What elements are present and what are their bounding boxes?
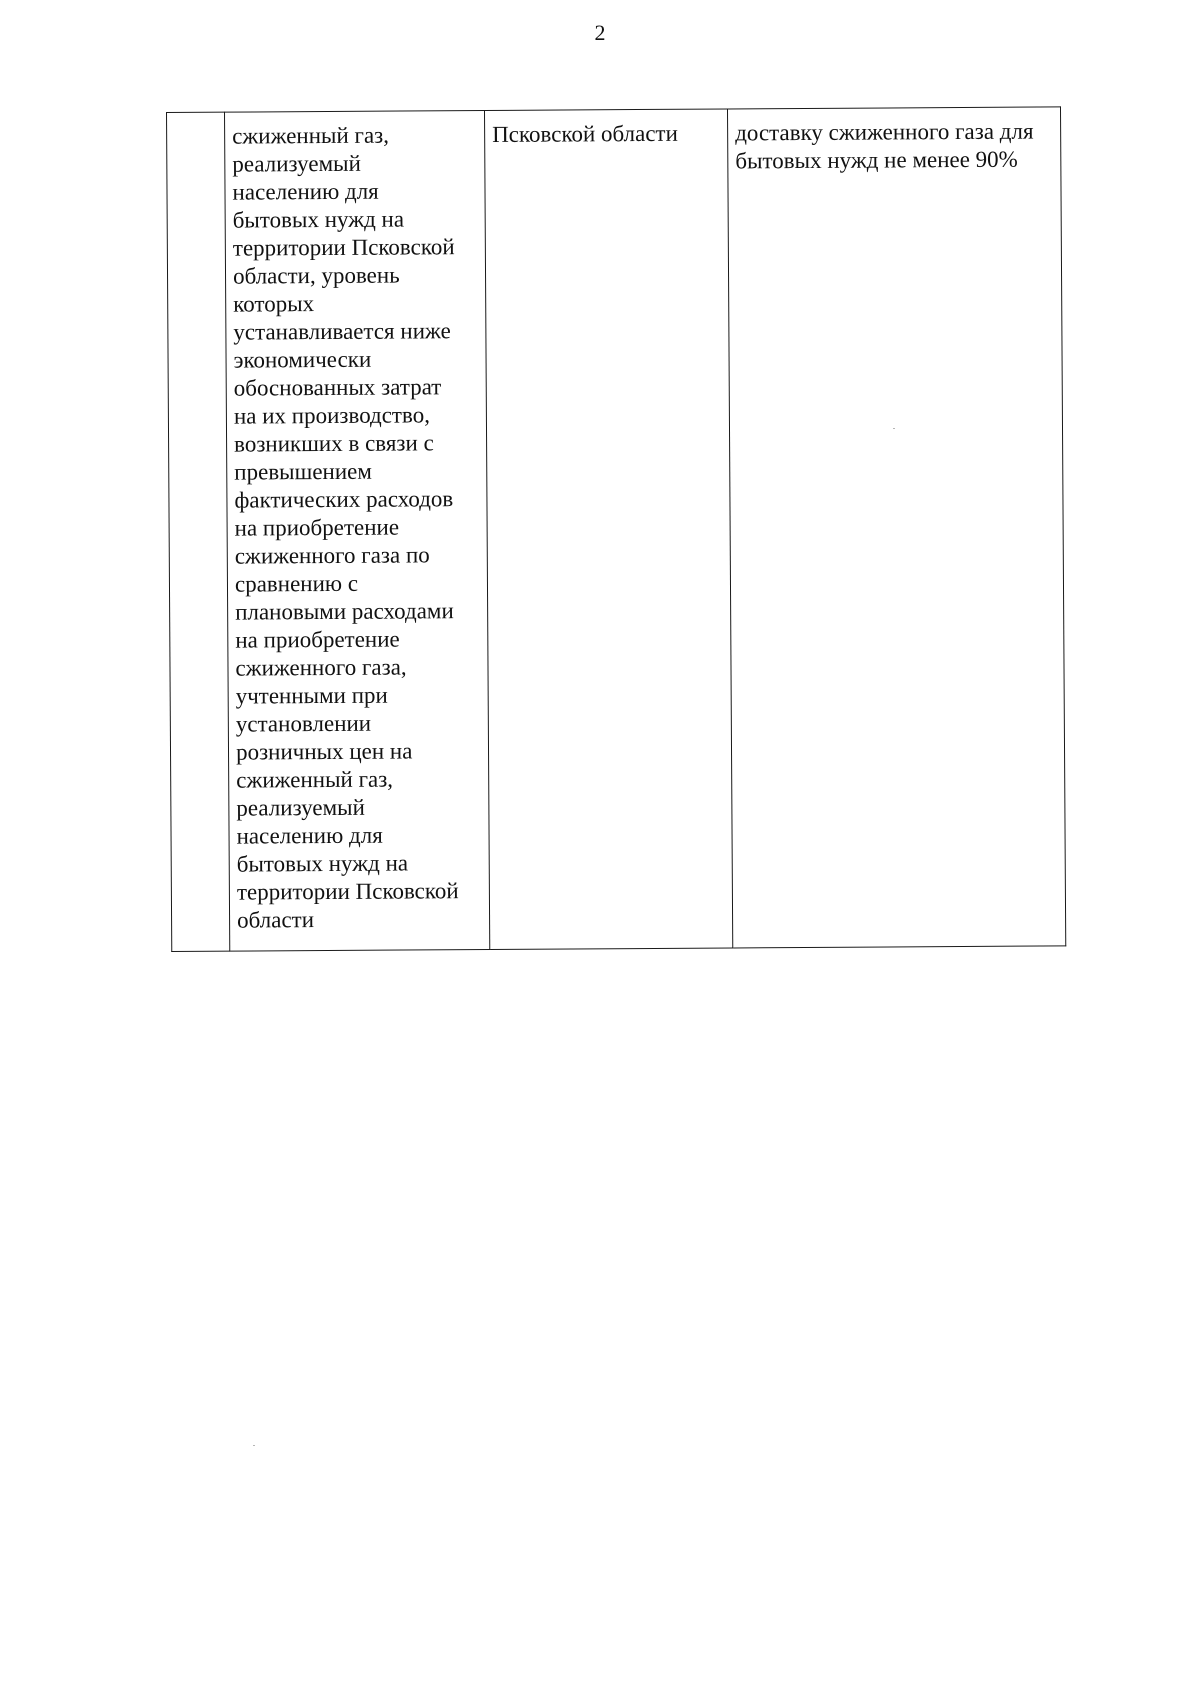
description-line: области, уровень bbox=[232, 262, 400, 289]
description-line: бытовых нужд на bbox=[232, 206, 405, 233]
page-number: 2 bbox=[594, 20, 606, 45]
description-line: на их производство, bbox=[233, 402, 430, 429]
scan-speck bbox=[893, 428, 895, 429]
description-line: учтенными при bbox=[235, 682, 388, 709]
requirement-text bbox=[728, 107, 1060, 175]
region-cell bbox=[484, 109, 732, 950]
description-line: сравнению с bbox=[234, 570, 359, 597]
description-line: возникших в связи с bbox=[234, 430, 434, 457]
requirement-cell bbox=[727, 107, 1065, 948]
row-number bbox=[167, 113, 224, 123]
description-line: которых bbox=[233, 291, 315, 317]
description-line: населению для bbox=[232, 178, 379, 205]
description-text bbox=[225, 111, 489, 935]
description-line: превышением bbox=[234, 458, 372, 485]
subsidy-table bbox=[166, 106, 1066, 952]
row-number-cell bbox=[167, 112, 230, 951]
description-line: области bbox=[237, 907, 315, 933]
description-cell bbox=[225, 110, 490, 951]
description-line: территории Псковской bbox=[236, 878, 459, 905]
description-line: сжиженный газ, bbox=[236, 766, 394, 793]
description-line: установлении bbox=[235, 710, 372, 737]
scan-speck bbox=[253, 1445, 255, 1446]
description-line: плановыми расходами bbox=[235, 598, 454, 625]
description-line: сжиженного газа, bbox=[235, 654, 407, 681]
description-line: фактических расходов bbox=[234, 486, 454, 513]
description-line: на приобретение bbox=[235, 626, 400, 653]
description-line: на приобретение bbox=[234, 514, 400, 541]
description-line: реализуемый bbox=[236, 794, 365, 821]
description-line: реализуемый bbox=[232, 150, 361, 177]
description-line: населению для bbox=[236, 822, 383, 849]
requirement-line: бытовых нужд не менее 90% bbox=[735, 146, 1018, 174]
description-line: розничных цен на bbox=[235, 738, 413, 765]
description-line: обоснованных затрат bbox=[233, 374, 442, 401]
region-text: Псковской области bbox=[492, 120, 678, 147]
description-line: экономически bbox=[233, 346, 372, 373]
description-line: устанавливается ниже bbox=[233, 318, 451, 345]
description-line: территории Псковской bbox=[232, 234, 455, 261]
description-line: бытовых нужд на bbox=[236, 850, 409, 877]
description-line: сжиженного газа по bbox=[234, 542, 430, 569]
table-row bbox=[167, 107, 1066, 952]
description-line: сжиженный газ, bbox=[232, 122, 390, 149]
requirement-line: доставку сжиженного газа для bbox=[735, 118, 1034, 146]
